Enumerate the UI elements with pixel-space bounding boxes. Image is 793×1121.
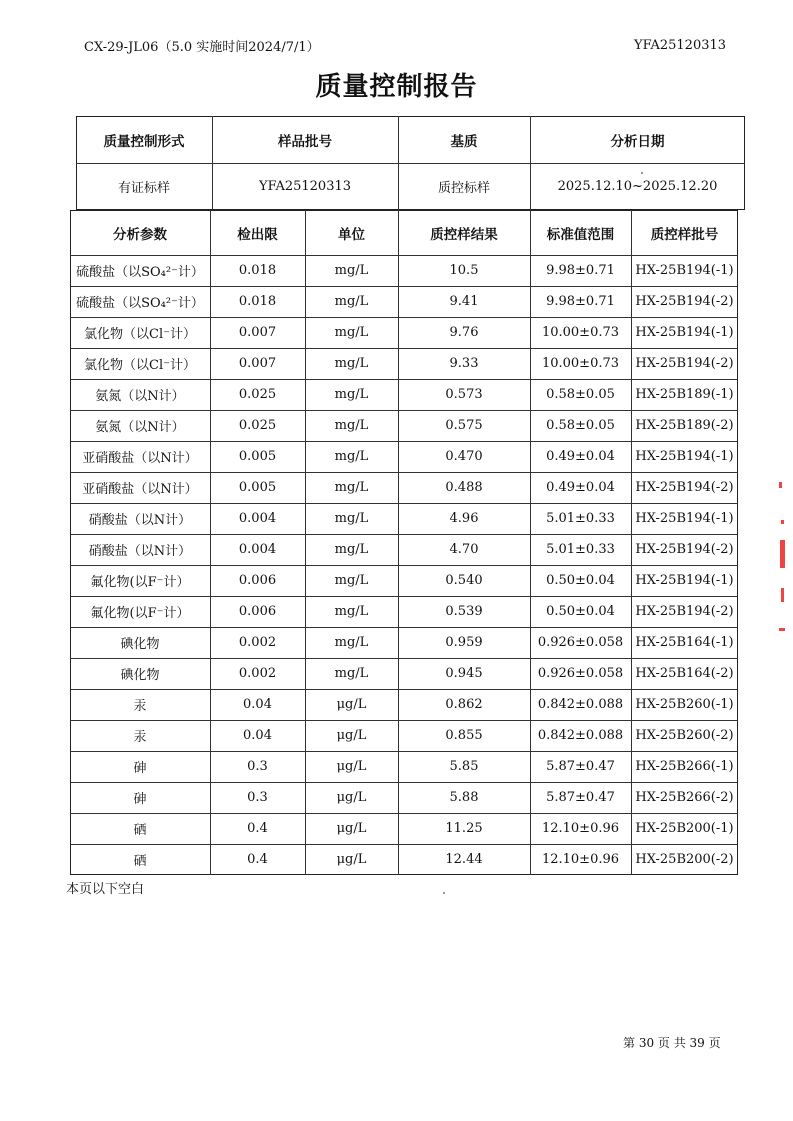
table-cell: 0.926±0.058	[537, 635, 624, 650]
table-cell: HX-25B164(-2)	[635, 666, 734, 681]
column-header: 标准值范围	[546, 226, 615, 243]
table-cell: 汞	[133, 699, 147, 714]
info-value-cell: 有证标样	[117, 181, 170, 196]
table-cell: 0.58±0.05	[546, 418, 615, 433]
table-cell: 0.488	[445, 480, 483, 495]
scan-mark	[781, 588, 784, 602]
table-cell: 氟化物(以F⁻计）	[90, 575, 190, 590]
table-cell: mg/L	[334, 604, 369, 619]
table-cell: 4.70	[449, 542, 479, 557]
table-cell: 0.959	[445, 635, 483, 650]
table-cell: 碘化物	[120, 668, 160, 683]
table-cell: 0.002	[238, 666, 277, 681]
table-cell: HX-25B194(-2)	[635, 356, 734, 371]
table-cell: 5.85	[449, 759, 479, 774]
table-cell: 5.01±0.33	[546, 511, 615, 526]
table-cell: 硒	[133, 854, 147, 869]
table-cell: μg/L	[336, 821, 367, 836]
table-cell: 碘化物	[120, 637, 160, 652]
blank-note: 本页以下空白	[66, 882, 145, 897]
table-cell: mg/L	[334, 387, 369, 402]
table-cell: 9.98±0.71	[546, 294, 615, 309]
table-cell: 4.96	[449, 511, 479, 526]
info-value-cell: YFA25120313	[258, 179, 352, 194]
table-cell: HX-25B194(-2)	[635, 542, 734, 557]
table-cell: 0.002	[238, 635, 277, 650]
table-cell: 硒	[133, 823, 147, 838]
table-cell: 氨氮（以N计）	[95, 420, 185, 435]
table-cell: 0.025	[238, 418, 277, 433]
table-cell: HX-25B266(-1)	[635, 759, 734, 774]
table-cell: 10.00±0.73	[541, 325, 620, 340]
column-header: 分析参数	[113, 226, 167, 243]
table-cell: 0.842±0.088	[537, 697, 624, 712]
table-cell: 氟化物(以F⁻计）	[90, 606, 190, 621]
table-cell: mg/L	[334, 449, 369, 464]
table-cell: 亚硝酸盐（以N计）	[82, 451, 198, 466]
table-cell: μg/L	[336, 790, 367, 805]
scan-mark	[779, 482, 782, 488]
table-cell: 0.945	[445, 666, 483, 681]
table-cell: HX-25B260(-2)	[635, 728, 734, 743]
table-cell: 0.926±0.058	[537, 666, 624, 681]
table-cell: 10.5	[449, 263, 479, 278]
table-cell: 5.87±0.47	[546, 759, 615, 774]
table-cell: 0.04	[243, 697, 272, 712]
scan-dot	[641, 172, 643, 174]
table-cell: HX-25B189(-2)	[635, 418, 734, 433]
table-cell: 0.862	[445, 697, 483, 712]
report-number: YFA25120313	[634, 38, 727, 53]
table-cell: mg/L	[334, 325, 369, 340]
table-cell: 9.98±0.71	[546, 263, 615, 278]
table-cell: 亚硝酸盐（以N计）	[82, 482, 198, 497]
table-cell: 9.33	[449, 356, 479, 371]
table-cell: mg/L	[334, 263, 369, 278]
table-cell: HX-25B194(-2)	[635, 294, 734, 309]
page-title: 质量控制报告	[315, 72, 478, 102]
table-cell: HX-25B194(-1)	[635, 325, 734, 340]
table-cell: mg/L	[334, 418, 369, 433]
table-cell: 氯化物（以Cl⁻计）	[84, 327, 196, 342]
table-cell: 0.005	[238, 449, 277, 464]
table-cell: 0.005	[238, 480, 277, 495]
table-cell: μg/L	[336, 697, 367, 712]
table-cell: 0.50±0.04	[546, 604, 615, 619]
table-cell: 砷	[133, 761, 147, 776]
table-cell: 硫酸盐（以SO₄²⁻计）	[76, 296, 204, 311]
table-cell: 0.842±0.088	[537, 728, 624, 743]
column-header: 单位	[338, 226, 365, 243]
table-cell: mg/L	[334, 635, 369, 650]
table-cell: HX-25B260(-1)	[635, 697, 734, 712]
table-cell: 12.10±0.96	[541, 852, 620, 867]
table-cell: HX-25B189(-1)	[635, 387, 734, 402]
table-cell: 氯化物（以Cl⁻计）	[84, 358, 196, 373]
info-header-cell: 样品批号	[278, 133, 332, 150]
column-header: 检出限	[237, 226, 278, 243]
table-cell: 0.539	[445, 604, 483, 619]
column-header: 质控样结果	[430, 226, 498, 243]
table-cell: 0.007	[238, 325, 277, 340]
table-cell: μg/L	[336, 852, 367, 867]
table-cell: 0.018	[238, 294, 277, 309]
table-cell: HX-25B194(-2)	[635, 480, 734, 495]
table-cell: 硫酸盐（以SO₄²⁻计）	[76, 265, 204, 280]
info-value-cell: 质控标样	[437, 181, 490, 196]
table-cell: 0.018	[238, 263, 277, 278]
table-cell: mg/L	[334, 511, 369, 526]
table-cell: 0.50±0.04	[546, 573, 615, 588]
table-cell: 0.3	[247, 759, 268, 774]
table-cell: 11.25	[445, 821, 483, 836]
table-cell: 0.4	[247, 821, 268, 836]
doc-code: CX-29-JL06（5.0 实施时间2024/7/1）	[84, 40, 320, 55]
column-header: 质控样批号	[650, 226, 719, 243]
table-cell: 0.49±0.04	[546, 449, 615, 464]
page-number: 第 30 页 共 39 页	[623, 1036, 721, 1050]
table-cell: 5.01±0.33	[546, 542, 615, 557]
table-cell: 0.58±0.05	[546, 387, 615, 402]
table-cell: HX-25B194(-1)	[635, 449, 734, 464]
table-cell: HX-25B194(-1)	[635, 511, 734, 526]
scan-mark	[779, 628, 785, 631]
table-cell: HX-25B194(-1)	[635, 263, 734, 278]
table-cell: 9.41	[449, 294, 479, 309]
table-cell: 硝酸盐（以N计）	[88, 544, 192, 559]
table-cell: 0.470	[445, 449, 483, 464]
table-cell: HX-25B194(-2)	[635, 604, 734, 619]
table-cell: 10.00±0.73	[541, 356, 620, 371]
table-cell: mg/L	[334, 294, 369, 309]
table-cell: 12.44	[445, 852, 483, 867]
table-cell: 0.004	[238, 511, 277, 526]
table-cell: 0.4	[247, 852, 268, 867]
table-cell: mg/L	[334, 666, 369, 681]
table-cell: 0.04	[243, 728, 272, 743]
table-cell: 氨氮（以N计）	[95, 389, 185, 404]
table-cell: 0.006	[238, 604, 277, 619]
table-cell: 9.76	[449, 325, 479, 340]
scan-mark	[780, 540, 785, 568]
table-cell: mg/L	[334, 542, 369, 557]
table-cell: 汞	[133, 730, 147, 745]
table-cell: 5.87±0.47	[546, 790, 615, 805]
table-cell: 硝酸盐（以N计）	[88, 513, 192, 528]
table-cell: 0.004	[238, 542, 277, 557]
info-header-cell: 基质	[450, 133, 478, 150]
table-cell: mg/L	[334, 573, 369, 588]
table-cell: 0.49±0.04	[546, 480, 615, 495]
info-header-cell: 质量控制形式	[103, 133, 185, 150]
table-cell: 5.88	[449, 790, 479, 805]
table-cell: HX-25B266(-2)	[635, 790, 734, 805]
table-cell: HX-25B164(-1)	[635, 635, 734, 650]
table-cell: HX-25B194(-1)	[635, 573, 734, 588]
table-cell: 12.10±0.96	[541, 821, 620, 836]
table-cell: 砷	[133, 792, 147, 807]
scan-dot	[443, 892, 445, 894]
table-cell: mg/L	[334, 356, 369, 371]
table-cell: μg/L	[336, 759, 367, 774]
table-cell: 0.573	[445, 387, 483, 402]
table-cell: 0.007	[238, 356, 277, 371]
scan-mark	[781, 520, 784, 524]
table-cell: HX-25B200(-2)	[635, 852, 734, 867]
table-cell: 0.3	[247, 790, 268, 805]
info-value-cell: 2025.12.10~2025.12.20	[557, 179, 718, 194]
info-header-cell: 分析日期	[610, 133, 665, 150]
table-cell: 0.540	[445, 573, 483, 588]
table-cell: mg/L	[334, 480, 369, 495]
table-cell: 0.006	[238, 573, 277, 588]
table-cell: HX-25B200(-1)	[635, 821, 734, 836]
table-cell: 0.025	[238, 387, 277, 402]
table-cell: μg/L	[336, 728, 367, 743]
table-cell: 0.575	[445, 418, 483, 433]
table-cell: 0.855	[445, 728, 483, 743]
